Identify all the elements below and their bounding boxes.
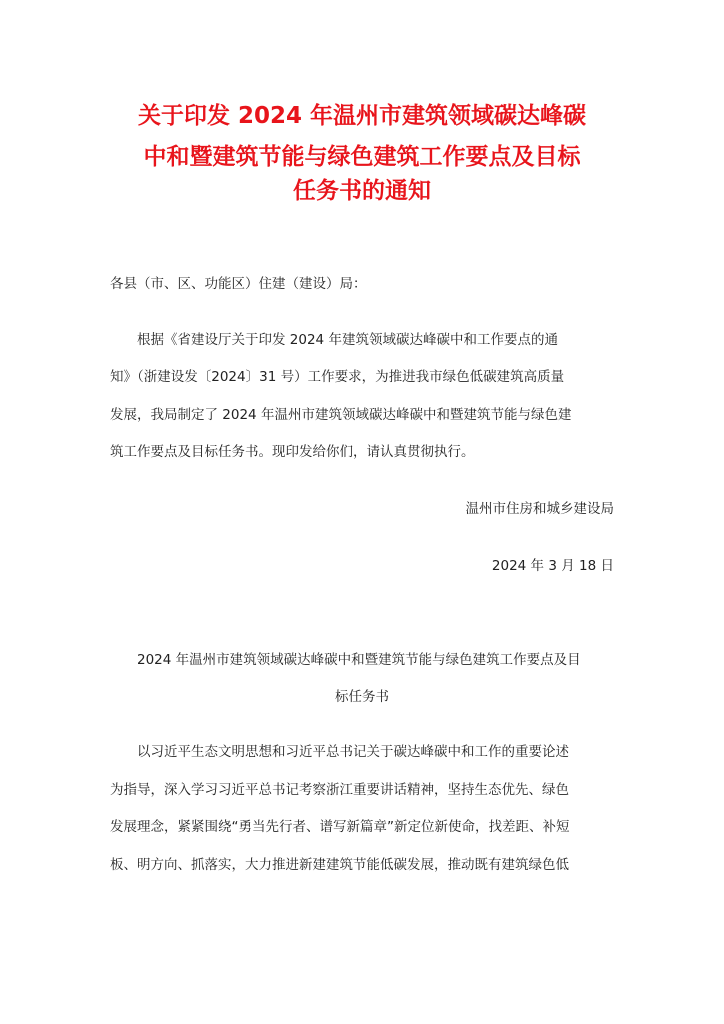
title-line: 任务书的通知 xyxy=(293,178,431,204)
salutation: 各县（市、区、功能区）住建（建设）局： xyxy=(110,276,367,292)
text-line: 发展，我局制定了 2024 年温州市建筑领域碳达峰碳中和暨建筑节能与绿色建 xyxy=(110,407,572,423)
text-line: 根据《省建设厅关于印发 2024 年建筑领域碳达峰碳中和工作要点的通 xyxy=(137,332,558,348)
title-line: 中和暨建筑节能与绿色建筑工作要点及目标 xyxy=(143,144,581,170)
issuer: 温州市住房和城乡建设局 xyxy=(465,501,614,517)
doc-title-line: 标任务书 xyxy=(335,689,389,705)
text-line: 以习近平生态文明思想和习近平总书记关于碳达峰碳中和工作的重要论述 xyxy=(137,744,569,760)
text-line: 筑工作要点及目标任务书。现印发给你们，请认真贯彻执行。 xyxy=(110,444,475,460)
text-line: 为指导，深入学习习近平总书记考察浙江重要讲话精神，坚持生态优先、绿色 xyxy=(110,782,569,798)
text-line: 知》（浙建设发〔2024〕31 号）工作要求，为推进我市绿色低碳建筑高质量 xyxy=(110,369,565,385)
date: 2024 年 3 月 18 日 xyxy=(491,558,614,574)
text-line: 发展理念，紧紧围绕“勇当先行者、谱写新篇章”新定位新使命，找差距、补短 xyxy=(110,819,570,835)
text-line: 板、明方向、抓落实，大力推进新建建筑节能低碳发展，推动既有建筑绿色低 xyxy=(110,857,569,873)
title-line: 关于印发 2024 年温州市建筑领域碳达峰碳 xyxy=(137,103,587,129)
doc-title-line: 2024 年温州市建筑领域碳达峰碳中和暨建筑节能与绿色建筑工作要点及目 xyxy=(137,652,581,668)
